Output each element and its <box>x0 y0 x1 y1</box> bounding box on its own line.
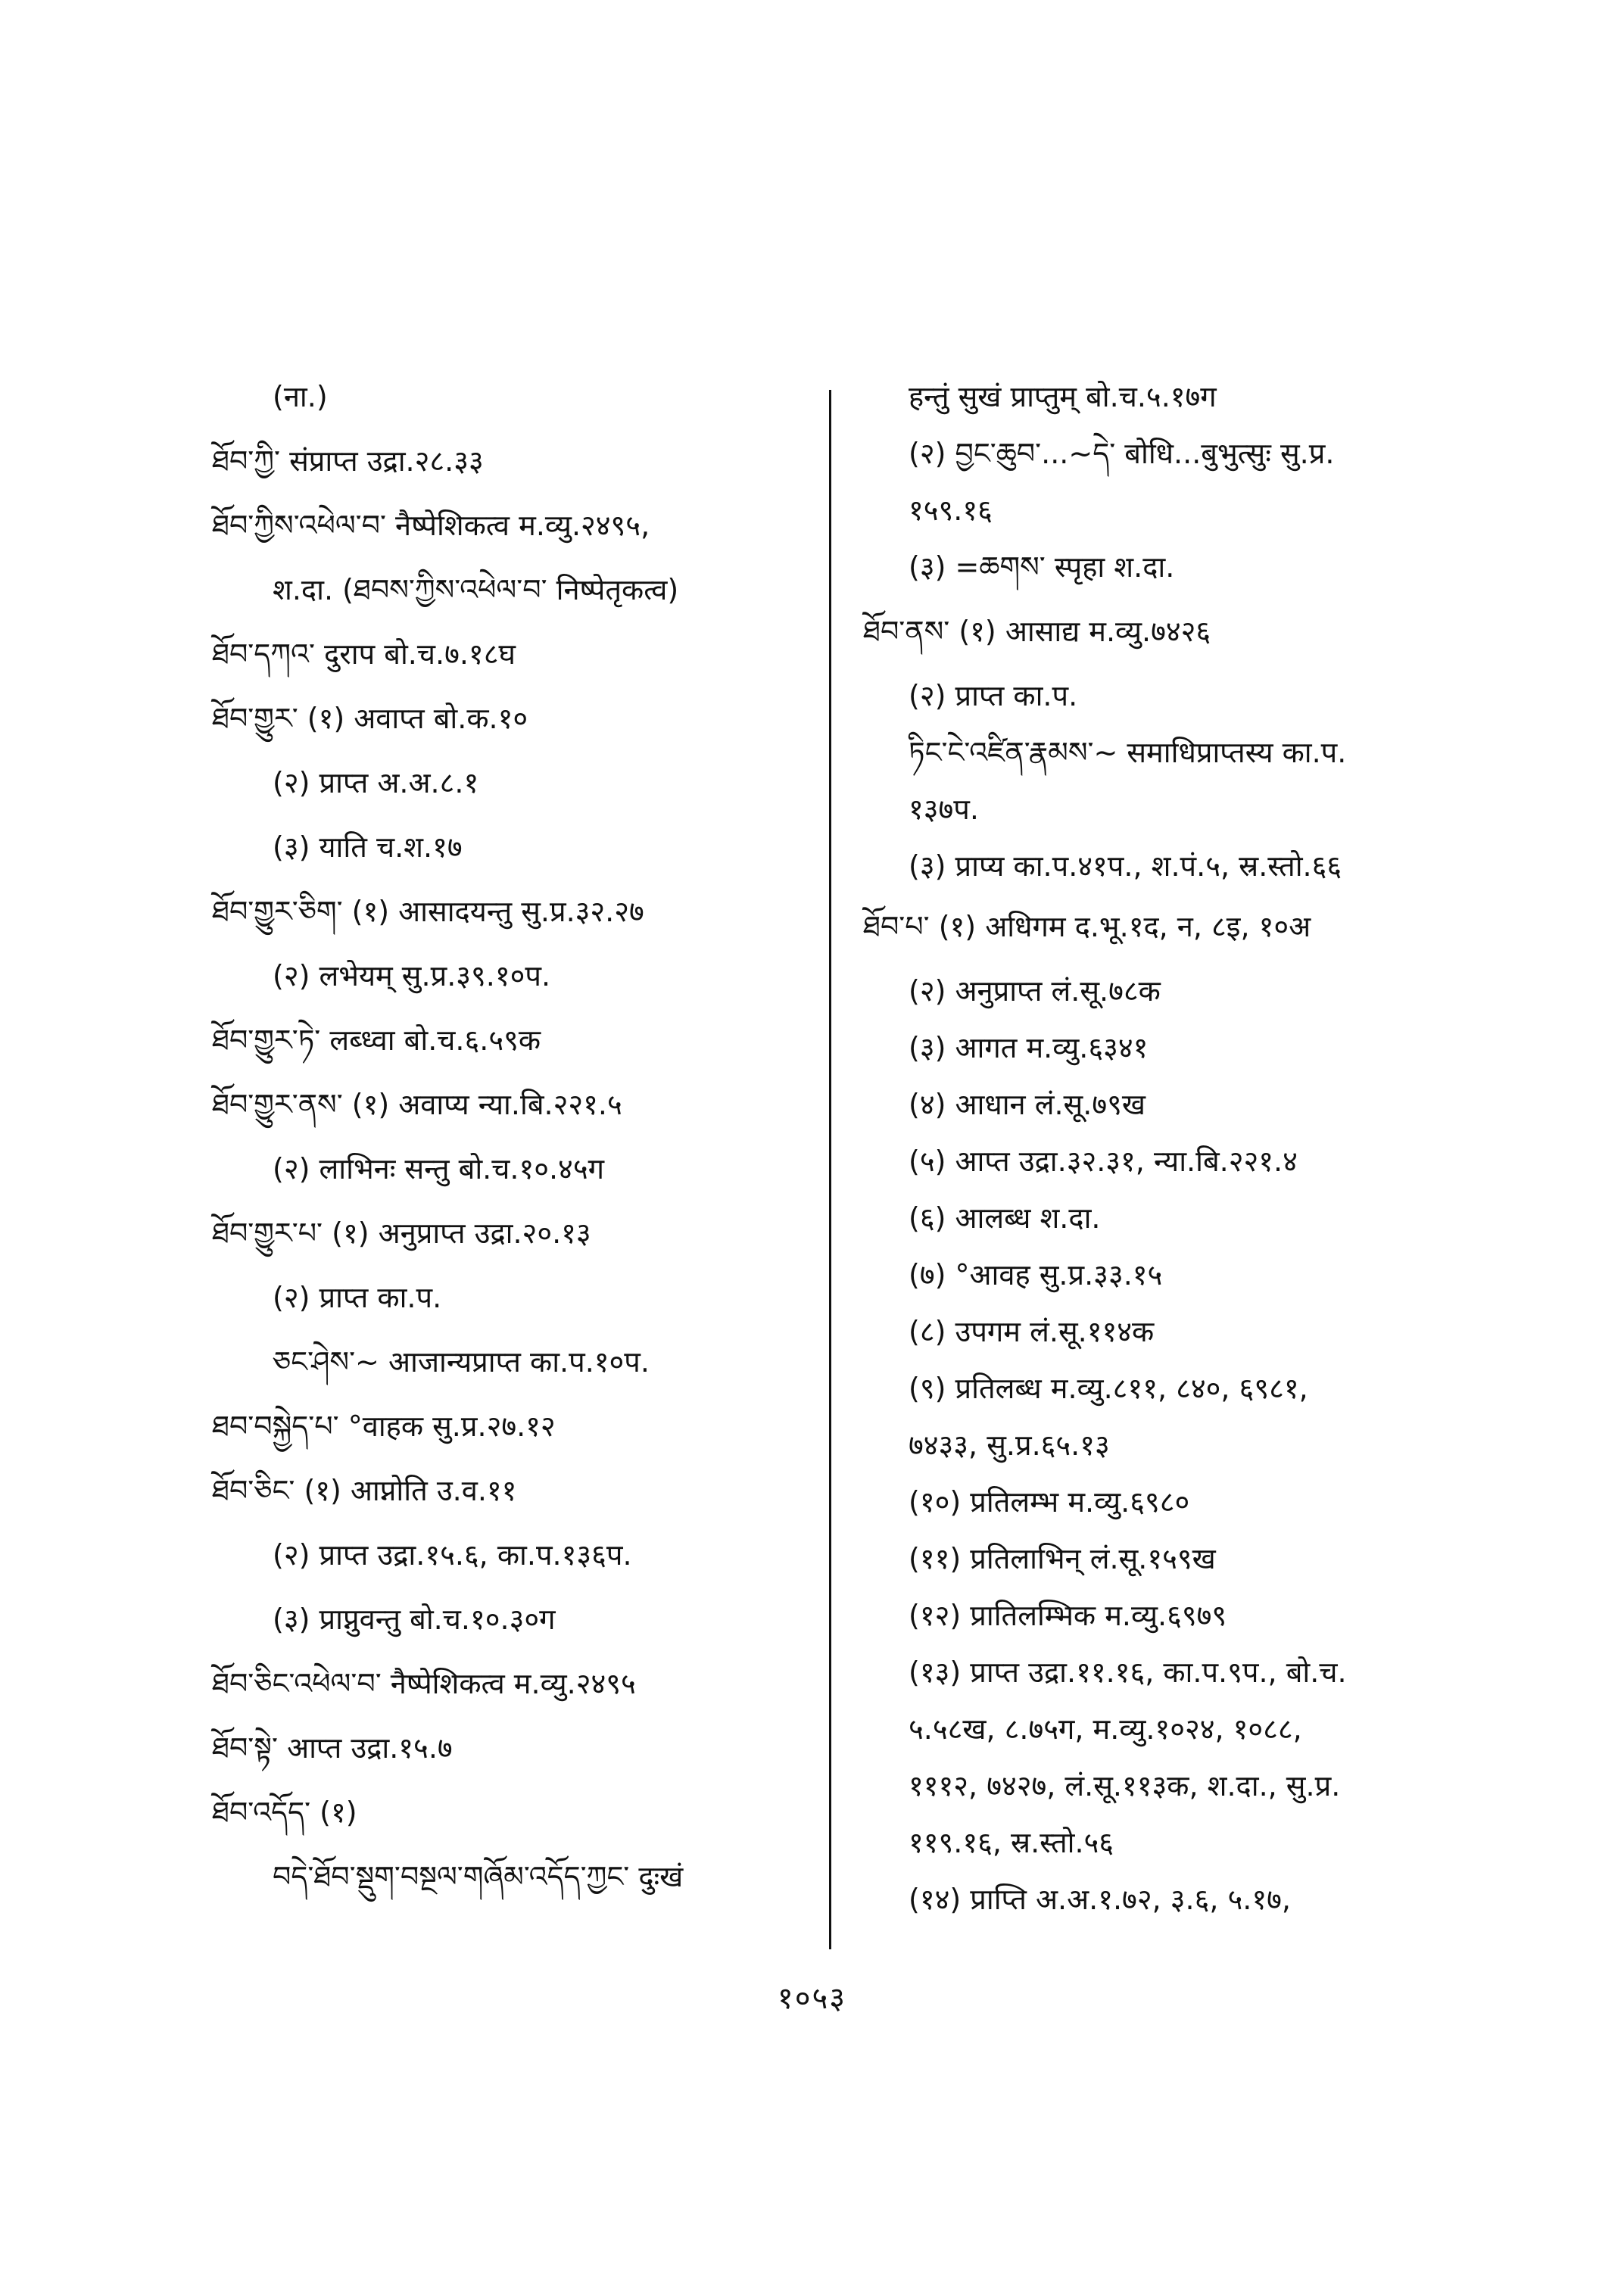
entry-line: (२) प्राप्त उद्रा.१५.६, का.प.१३६प. <box>273 1538 632 1572</box>
entry-line: (३) आगत म.व्यु.६३४१ <box>909 1031 1149 1064</box>
entry-line: ཐོབ་ཀྱིས་འཕེལ་བ་ नैष्पेशिकत्व म.व्यु.२४९५, <box>212 509 650 542</box>
column-divider <box>829 390 831 1949</box>
entry-line: ཐོབ་ནས་ (१) आसाद्य म.व्यु.७४२६ <box>863 615 1211 648</box>
entry-line: (३) प्राप्य का.प.४१प., श.पं.५, स्र.स्तो.६६ <box>909 849 1342 883</box>
entry-line: (११) प्रतिलाभिन् लं.सू.१५९ख <box>909 1542 1216 1575</box>
entry-line: (१०) प्रतिलम्भ म.व्यु.६९८० <box>909 1485 1190 1519</box>
entry-line: (२) प्राप्त अ.अ.८.१ <box>273 766 479 799</box>
entry-line: (२) लभेयम् सु.प्र.३९.१०प. <box>273 959 551 992</box>
entry-line: (ना.) <box>273 380 328 413</box>
entry-line: (९) प्रतिलब्ध म.व्यु.८११, ८४०, ६९८१, <box>909 1372 1308 1405</box>
entry-line: (५) आप्त उद्रा.३२.३१, न्या.बि.२२१.४ <box>909 1145 1298 1178</box>
entry-line: (२) अनुप्राप्त लं.सू.७८क <box>909 974 1161 1008</box>
entry-line: ५.५८ख, ८.७५ग, म.व्यु.१०२४, १०८८, <box>909 1712 1302 1746</box>
entry-line: བདེ་ཐོབ་སྡུག་བསྔལ་གཞོམ་འདོད་ཀྱང་ दुःखं <box>273 1860 684 1893</box>
entry-line: ཐོབ་གྱུར་ཅིག་ (१) आसादयन्तु सु.प्र.३२.२७ <box>212 895 644 928</box>
entry-line: ཐོབ་སྟེ་ आप्त उद्रा.१५.७ <box>212 1731 453 1765</box>
entry-line: ཐོབ་གྱུར་ (१) अवाप्त बो.क.१० <box>212 702 528 735</box>
entry-line: (२) བྱང་ཆུབ་...~དེ་ बोधि...बुभुत्सुः सु.प्र. <box>909 437 1335 470</box>
entry-line: ७४३३, सु.प्र.६५.१३ <box>909 1428 1110 1462</box>
entry-line: ཐོབ་གྱུར་པ་ (१) अनुप्राप्त उद्रा.२०.१३ <box>212 1217 591 1250</box>
entry-line: १३७प. <box>909 793 979 826</box>
entry-line: (२) लाभिनः सन्तु बो.च.१०.४५ग <box>273 1152 604 1185</box>
entry-line: (४) आधान लं.सू.७९ख <box>909 1088 1146 1121</box>
entry-line: ཐབ་བསྐྱེད་པ་ °वाहक सु.प्र.२७.१२ <box>212 1410 556 1443</box>
entry-line: (१३) प्राप्त उद्रा.११.१६, का.प.९प., बो.च. <box>909 1656 1347 1689</box>
entry-line: ཐོབ་ཅིང་འཕེལ་བ་ नैष्पेशिकत्व म.व्यु.२४९५ <box>212 1667 636 1700</box>
entry-line: ཐོབ་ཅིང་ (१) आप्नोति उ.व.११ <box>212 1474 517 1507</box>
page-number: १०५३ <box>777 1981 847 2016</box>
entry-line: (१४) प्राप्ति अ.अ.१.७२, ३.६, ५.१७, <box>909 1883 1291 1916</box>
entry-line: (८) उपगम लं.सू.११४क <box>909 1315 1155 1348</box>
entry-line: (७) °आवह सु.प्र.३३.१५ <box>909 1258 1163 1291</box>
entry-line: हन्तुं सुखं प्राप्तुम् बो.च.५.१७ग <box>909 380 1217 413</box>
entry-line: १५९.१६ <box>909 494 993 527</box>
entry-line: (३) =ཆགས་ स्पृहा श.दा. <box>909 550 1175 584</box>
entry-line: (२) प्राप्त का.प. <box>909 679 1078 712</box>
entry-line: ཐོབ་གྱུར་ཏེ་ लब्ध्वा बो.च.६.५९क <box>212 1023 541 1057</box>
entry-line: ཐོབ་གྱུར་ནས་ (१) अवाप्य न्या.बि.२२१.५ <box>212 1088 622 1121</box>
entry-line: १११२, ७४२७, लं.सू.११३क, श.दा., सु.प्र. <box>909 1769 1341 1802</box>
entry-line: ཏིང་ངེ་འཛིན་རྣམས་~ समाधिप्राप्तस्य का.प. <box>909 736 1347 769</box>
entry-line: (२) प्राप्त का.प. <box>273 1281 442 1314</box>
entry-line: ཅང་ཤེས་~ आजान्यप्राप्त का.प.१०प. <box>273 1345 650 1379</box>
entry-line: ཐོབ་དཀའ་ दुराप बो.च.७.१८घ <box>212 637 516 671</box>
entry-line: (६) आलब्ध श.दा. <box>909 1201 1101 1235</box>
entry-line: (१२) प्रातिलम्भिक म.व्यु.६९७९ <box>909 1599 1227 1632</box>
entry-line: श.दा. (ཐབས་ཀྱིས་འཕེལ་བ་ निष्पेतृकत्व) <box>273 573 679 606</box>
entry-line: (३) याति च.श.१७ <box>273 830 463 864</box>
entry-line: ཐོབ་པ་ (१) अधिगम द.भू.१द, न, ८इ, १०अ <box>863 910 1311 943</box>
entry-line: ११९.१६, स्र.स्तो.५६ <box>909 1826 1114 1859</box>
entry-line: ཐོབ་ཀྱི་ संप्राप्त उद्रा.२८.३३ <box>212 444 484 478</box>
entry-line: (३) प्राप्नुवन्तु बो.च.१०.३०ग <box>273 1603 556 1636</box>
entry-line: ཐོབ་འདོད་ (१) <box>212 1796 357 1829</box>
